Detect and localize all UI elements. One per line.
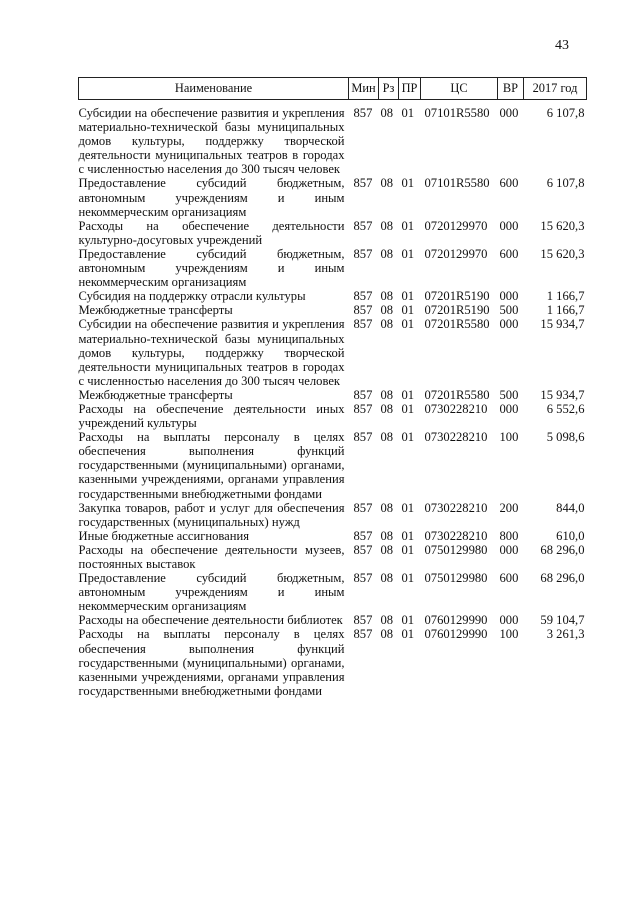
cell-sum: 68 296,0 [540, 571, 585, 586]
cell-cs: 07201R5190 [424, 289, 490, 304]
cell-min: 857 [353, 528, 373, 543]
header-name: Наименование [79, 78, 349, 100]
table-row [79, 317, 587, 387]
cell-vr: 600 [499, 176, 519, 191]
cell-name: Расходы на выплаты персоналу в целях обеспечения выполнения функций государственными (муниципальными) органами, казенными учреждениями, органами управления государственными внебюджетными фондами [78, 430, 345, 501]
cell-cs: 07201R5190 [424, 303, 490, 318]
cell-sum: 610,0 [556, 528, 585, 543]
table-row [79, 176, 587, 218]
cell-vr: 000 [499, 613, 519, 628]
cell-pr: 01 [401, 246, 415, 261]
cell-vr: 000 [499, 401, 519, 416]
header-rz: Рз [379, 78, 399, 100]
cell-name: Расходы на обеспечение деятельности музеев, постоянных выставок [78, 542, 345, 571]
cell-sum: 1 166,7 [546, 303, 585, 318]
cell-rz: 08 [380, 542, 394, 557]
cell-sum: 15 620,3 [540, 246, 585, 261]
cell-vr: 000 [499, 289, 519, 304]
cell-pr: 01 [401, 106, 415, 120]
cell-name: Расходы на выплаты персоналу в целях обеспечения выполнения функций государственными (муниципальными) органами, казенными учреждениями, органами управления государственными внебюджетными фондами [78, 627, 345, 698]
cell-name: Закупка товаров, работ и услуг для обеспечения государственных (муниципальных) нужд [78, 500, 345, 529]
cell-sum: 15 934,7 [540, 317, 585, 332]
cell-cs: 07101R5580 [424, 106, 490, 120]
table-row [79, 430, 587, 500]
cell-min: 857 [353, 401, 373, 416]
table-row [79, 402, 587, 430]
cell-min: 857 [353, 613, 373, 628]
cell-vr: 600 [499, 571, 519, 586]
cell-min: 857 [353, 387, 373, 402]
cell-pr: 01 [401, 176, 415, 191]
cell-vr: 800 [499, 528, 519, 543]
cell-cs: 0730228210 [424, 528, 488, 543]
cell-vr: 500 [499, 387, 519, 402]
cell-min: 857 [353, 176, 373, 191]
cell-rz: 08 [380, 106, 394, 120]
cell-rz: 08 [380, 627, 394, 642]
table-row [79, 219, 587, 247]
table-row [79, 289, 587, 303]
cell-vr: 000 [499, 317, 519, 332]
cell-name: Субсидии на обеспечение развития и укрепления материально-технической базы муниципальных домов культуры, поддержку творческой деятельности муниципальных театров в городах с численностью населения до 300 тысяч человек [78, 106, 345, 177]
cell-pr: 01 [401, 571, 415, 586]
cell-min: 857 [353, 246, 373, 261]
cell-sum: 15 934,7 [540, 387, 585, 402]
table-row [79, 529, 587, 543]
cell-rz: 08 [380, 528, 394, 543]
cell-name: Межбюджетные трансферты [78, 387, 233, 402]
cell-cs: 0720129970 [424, 218, 488, 233]
cell-rz: 08 [380, 401, 394, 416]
cell-rz: 08 [380, 303, 394, 318]
cell-min: 857 [353, 627, 373, 642]
cell-sum: 3 261,3 [546, 627, 585, 642]
cell-sum: 6 552,6 [546, 401, 585, 416]
cell-name: Предоставление субсидий бюджетным, автономным учреждениям и иным некоммерческим организациям [78, 246, 345, 290]
cell-cs: 0760129990 [424, 627, 488, 642]
cell-min: 857 [353, 289, 373, 304]
header-cs: ЦС [421, 78, 498, 100]
table-row [79, 627, 587, 697]
page-number: 43 [555, 38, 569, 53]
header-vr: ВР [498, 78, 524, 100]
cell-rz: 08 [380, 289, 394, 304]
cell-min: 857 [353, 571, 373, 586]
cell-pr: 01 [401, 317, 415, 332]
table-row [79, 303, 587, 317]
cell-pr: 01 [401, 613, 415, 628]
cell-vr: 000 [499, 218, 519, 233]
cell-sum: 844,0 [556, 500, 585, 515]
cell-name: Иные бюджетные ассигнования [78, 528, 250, 543]
cell-pr: 01 [401, 289, 415, 304]
header-min: Мин [349, 78, 379, 100]
cell-min: 857 [353, 542, 373, 557]
cell-cs: 0750129980 [424, 542, 488, 557]
cell-sum: 5 098,6 [546, 430, 585, 445]
cell-name: Субсидия на поддержку отрасли культуры [78, 289, 306, 304]
cell-name: Предоставление субсидий бюджетным, автономным учреждениям и иным некоммерческим организациям [78, 571, 345, 614]
cell-sum: 1 166,7 [546, 289, 585, 304]
cell-min: 857 [353, 500, 373, 515]
cell-name: Расходы на обеспечение деятельности культурно-досуговых учреждений [78, 218, 345, 247]
cell-min: 857 [353, 106, 373, 120]
cell-cs: 07201R5580 [424, 317, 490, 332]
cell-rz: 08 [380, 613, 394, 628]
table-row [79, 106, 587, 176]
header-pr: ПР [399, 78, 421, 100]
cell-pr: 01 [401, 500, 415, 515]
cell-pr: 01 [401, 387, 415, 402]
budget-table [78, 77, 587, 698]
cell-vr: 200 [499, 500, 519, 515]
table-body [79, 100, 587, 698]
cell-vr: 100 [499, 627, 519, 642]
cell-min: 857 [353, 303, 373, 318]
cell-pr: 01 [401, 627, 415, 642]
cell-cs: 0730228210 [424, 500, 488, 515]
cell-cs: 0760129990 [424, 613, 488, 628]
table-header [79, 78, 587, 100]
cell-pr: 01 [401, 528, 415, 543]
table-row [79, 247, 587, 289]
cell-name: Расходы на обеспечение деятельности иных учреждений культуры [78, 401, 345, 431]
table-row [79, 388, 587, 402]
cell-rz: 08 [380, 571, 394, 586]
cell-rz: 08 [380, 176, 394, 191]
table-row [79, 613, 587, 627]
table-row [79, 571, 587, 613]
cell-vr: 000 [499, 542, 519, 557]
cell-sum: 68 296,0 [540, 542, 585, 557]
cell-sum: 59 104,7 [540, 613, 585, 628]
cell-sum: 6 107,8 [546, 176, 585, 191]
cell-pr: 01 [401, 218, 415, 233]
cell-vr: 100 [499, 430, 519, 445]
cell-sum: 15 620,3 [540, 218, 585, 233]
cell-vr: 000 [499, 106, 519, 120]
cell-name: Субсидии на обеспечение развития и укрепления материально-технической базы муниципальных домов культуры, поддержку творческой деятельности муниципальных театров в городах с численностью населения до 300 тысяч человек [78, 317, 345, 388]
cell-cs: 0720129970 [424, 246, 488, 261]
cell-min: 857 [353, 218, 373, 233]
cell-rz: 08 [380, 430, 394, 445]
cell-rz: 08 [380, 387, 394, 402]
cell-cs: 0730228210 [424, 430, 488, 445]
cell-pr: 01 [401, 542, 415, 557]
cell-name: Расходы на обеспечение деятельности библиотек [78, 613, 343, 628]
cell-min: 857 [353, 317, 373, 332]
cell-name: Межбюджетные трансферты [78, 303, 233, 318]
cell-rz: 08 [380, 246, 394, 261]
table-row [79, 543, 587, 571]
header-sum: 2017 год [524, 78, 587, 100]
cell-cs: 07101R5580 [424, 176, 490, 191]
cell-rz: 08 [380, 500, 394, 515]
cell-pr: 01 [401, 430, 415, 445]
cell-cs: 0730228210 [424, 401, 488, 416]
cell-min: 857 [353, 430, 373, 445]
cell-cs: 07201R5580 [424, 387, 490, 402]
cell-pr: 01 [401, 401, 415, 416]
cell-vr: 600 [499, 246, 519, 261]
cell-pr: 01 [401, 303, 415, 318]
cell-sum: 6 107,8 [546, 106, 585, 120]
table-row [79, 501, 587, 529]
cell-name: Предоставление субсидий бюджетным, автономным учреждениям и иным некоммерческим организациям [78, 176, 345, 219]
cell-rz: 08 [380, 317, 394, 332]
cell-vr: 500 [499, 303, 519, 318]
cell-rz: 08 [380, 218, 394, 233]
cell-cs: 0750129980 [424, 571, 488, 586]
